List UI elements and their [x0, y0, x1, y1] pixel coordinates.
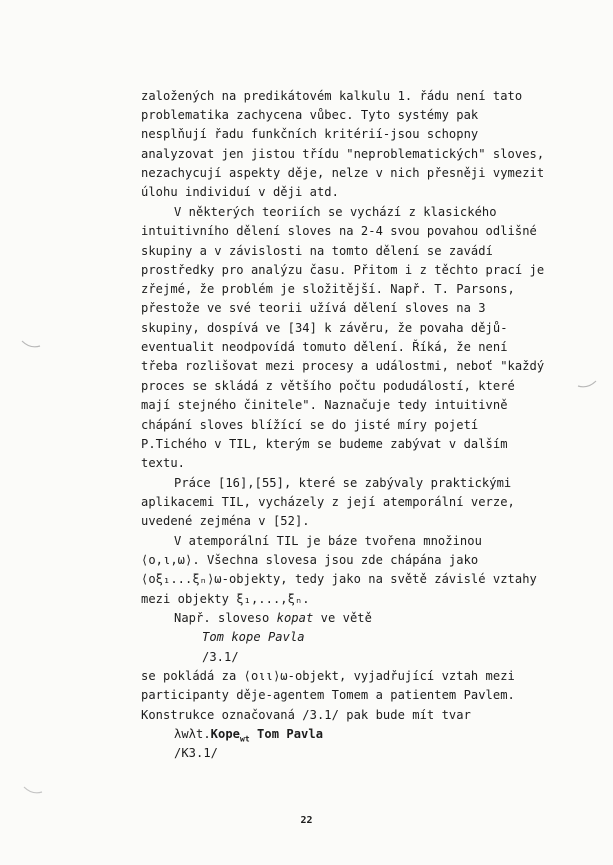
text-line: Konstrukce označovaná /3.1/ pak bude mít tvar: [141, 708, 471, 722]
text-line: prostředky pro analýzu času. Přitom i z těchto prací je: [141, 263, 545, 277]
example-sentence: Tom kope Pavla: [202, 630, 305, 644]
construction-label: /K3.1/: [174, 746, 218, 760]
text-line: aplikacemi TIL, vycházely z její atemporální verze,: [141, 495, 515, 509]
text-line: chápání sloves blížící se do jisté míry pojetí: [141, 418, 479, 432]
example-label: /3.1/: [202, 650, 239, 664]
text-line: eventualit neodpovídá tomuto dělení. Říká, že není: [141, 340, 508, 354]
text-line: participanty děje-agentem Tomem a patientem Pavlem.: [141, 688, 515, 702]
scan-mark-right: [576, 378, 598, 392]
construction-args: Tom Pavla: [249, 727, 324, 741]
text-line: mají stejného činitele". Naznačuje tedy intuitivně: [141, 398, 508, 412]
construction-formula: [174, 727, 323, 746]
text-line: třeba rozlišovat mezi procesy a událostmi, neboť "každý: [141, 359, 545, 373]
page-number: 22: [300, 815, 313, 826]
text-line: mezi objekty ξ₁,...,ξₙ.: [141, 592, 310, 606]
text-line: Práce [16],[55], které se zabývaly praktickými: [174, 476, 512, 490]
text-line: založených na predikátovém kalkulu 1. řádu není tato: [141, 89, 523, 103]
text-line: ⟨οξ₁...ξₙ⟩ω-objekty, tedy jako na světě závislé vztahy: [141, 572, 537, 586]
text-line: problematika zachycena vůbec. Tyto systémy pak: [141, 108, 479, 122]
scan-mark-left-bottom: [22, 784, 44, 798]
text-line: V některých teoriích se vychází z klasického: [174, 205, 497, 219]
text-line: ⟨ο,ι,ω⟩. Všechna slovesa jsou zde chápána jako: [141, 553, 479, 567]
text-line: proces se skládá z většího počtu podudálostí, které: [141, 379, 515, 393]
construction-subscript: wt: [239, 734, 250, 744]
text-line: úlohu individuí v ději atd.: [141, 185, 339, 199]
text-line: analyzovat jen jistou třídu "neproblematických" sloves,: [141, 147, 545, 161]
construction-prefix: λwλt.: [174, 727, 211, 741]
scan-mark-left: [20, 338, 42, 352]
text-line: skupiny, dospívá ve [34] k závěru, že povaha dějů-: [141, 321, 508, 335]
text-line: skupiny a v závislosti na tomto dělení se zavádí: [141, 244, 493, 258]
text-line: intuitivního dělení sloves na 2-4 svou povahou odlišné: [141, 224, 537, 238]
construction-name: Kope: [210, 727, 240, 741]
example-intro-tail: ve větě: [313, 611, 372, 625]
text-line: nesplňují řadu funkčních kritérií-jsou schopny: [141, 127, 479, 141]
example-intro: [174, 611, 372, 625]
text-line: zřejmé, že problém je složitější. Např. T. Parsons,: [141, 282, 515, 296]
text-line: přestože ve své teorii užívá dělení sloves na 3: [141, 301, 486, 315]
text-line: V atemporální TIL je báze tvořena množinou: [174, 534, 482, 548]
text-line: nezachycují aspekty děje, nelze v nich přesněji vymezit: [141, 166, 545, 180]
text-line: uvedené zejména v [52].: [141, 514, 310, 528]
example-intro-word: kopat: [276, 611, 314, 625]
text-line: P.Tichého v TIL, kterým se budeme zabývat v dalším: [141, 437, 508, 451]
text-line: se pokládá za ⟨οιι⟩ω-objekt, vyjadřující vztah mezi: [141, 669, 515, 683]
example-intro-text: Např. sloveso: [174, 611, 277, 625]
text-line: textu.: [141, 456, 185, 470]
